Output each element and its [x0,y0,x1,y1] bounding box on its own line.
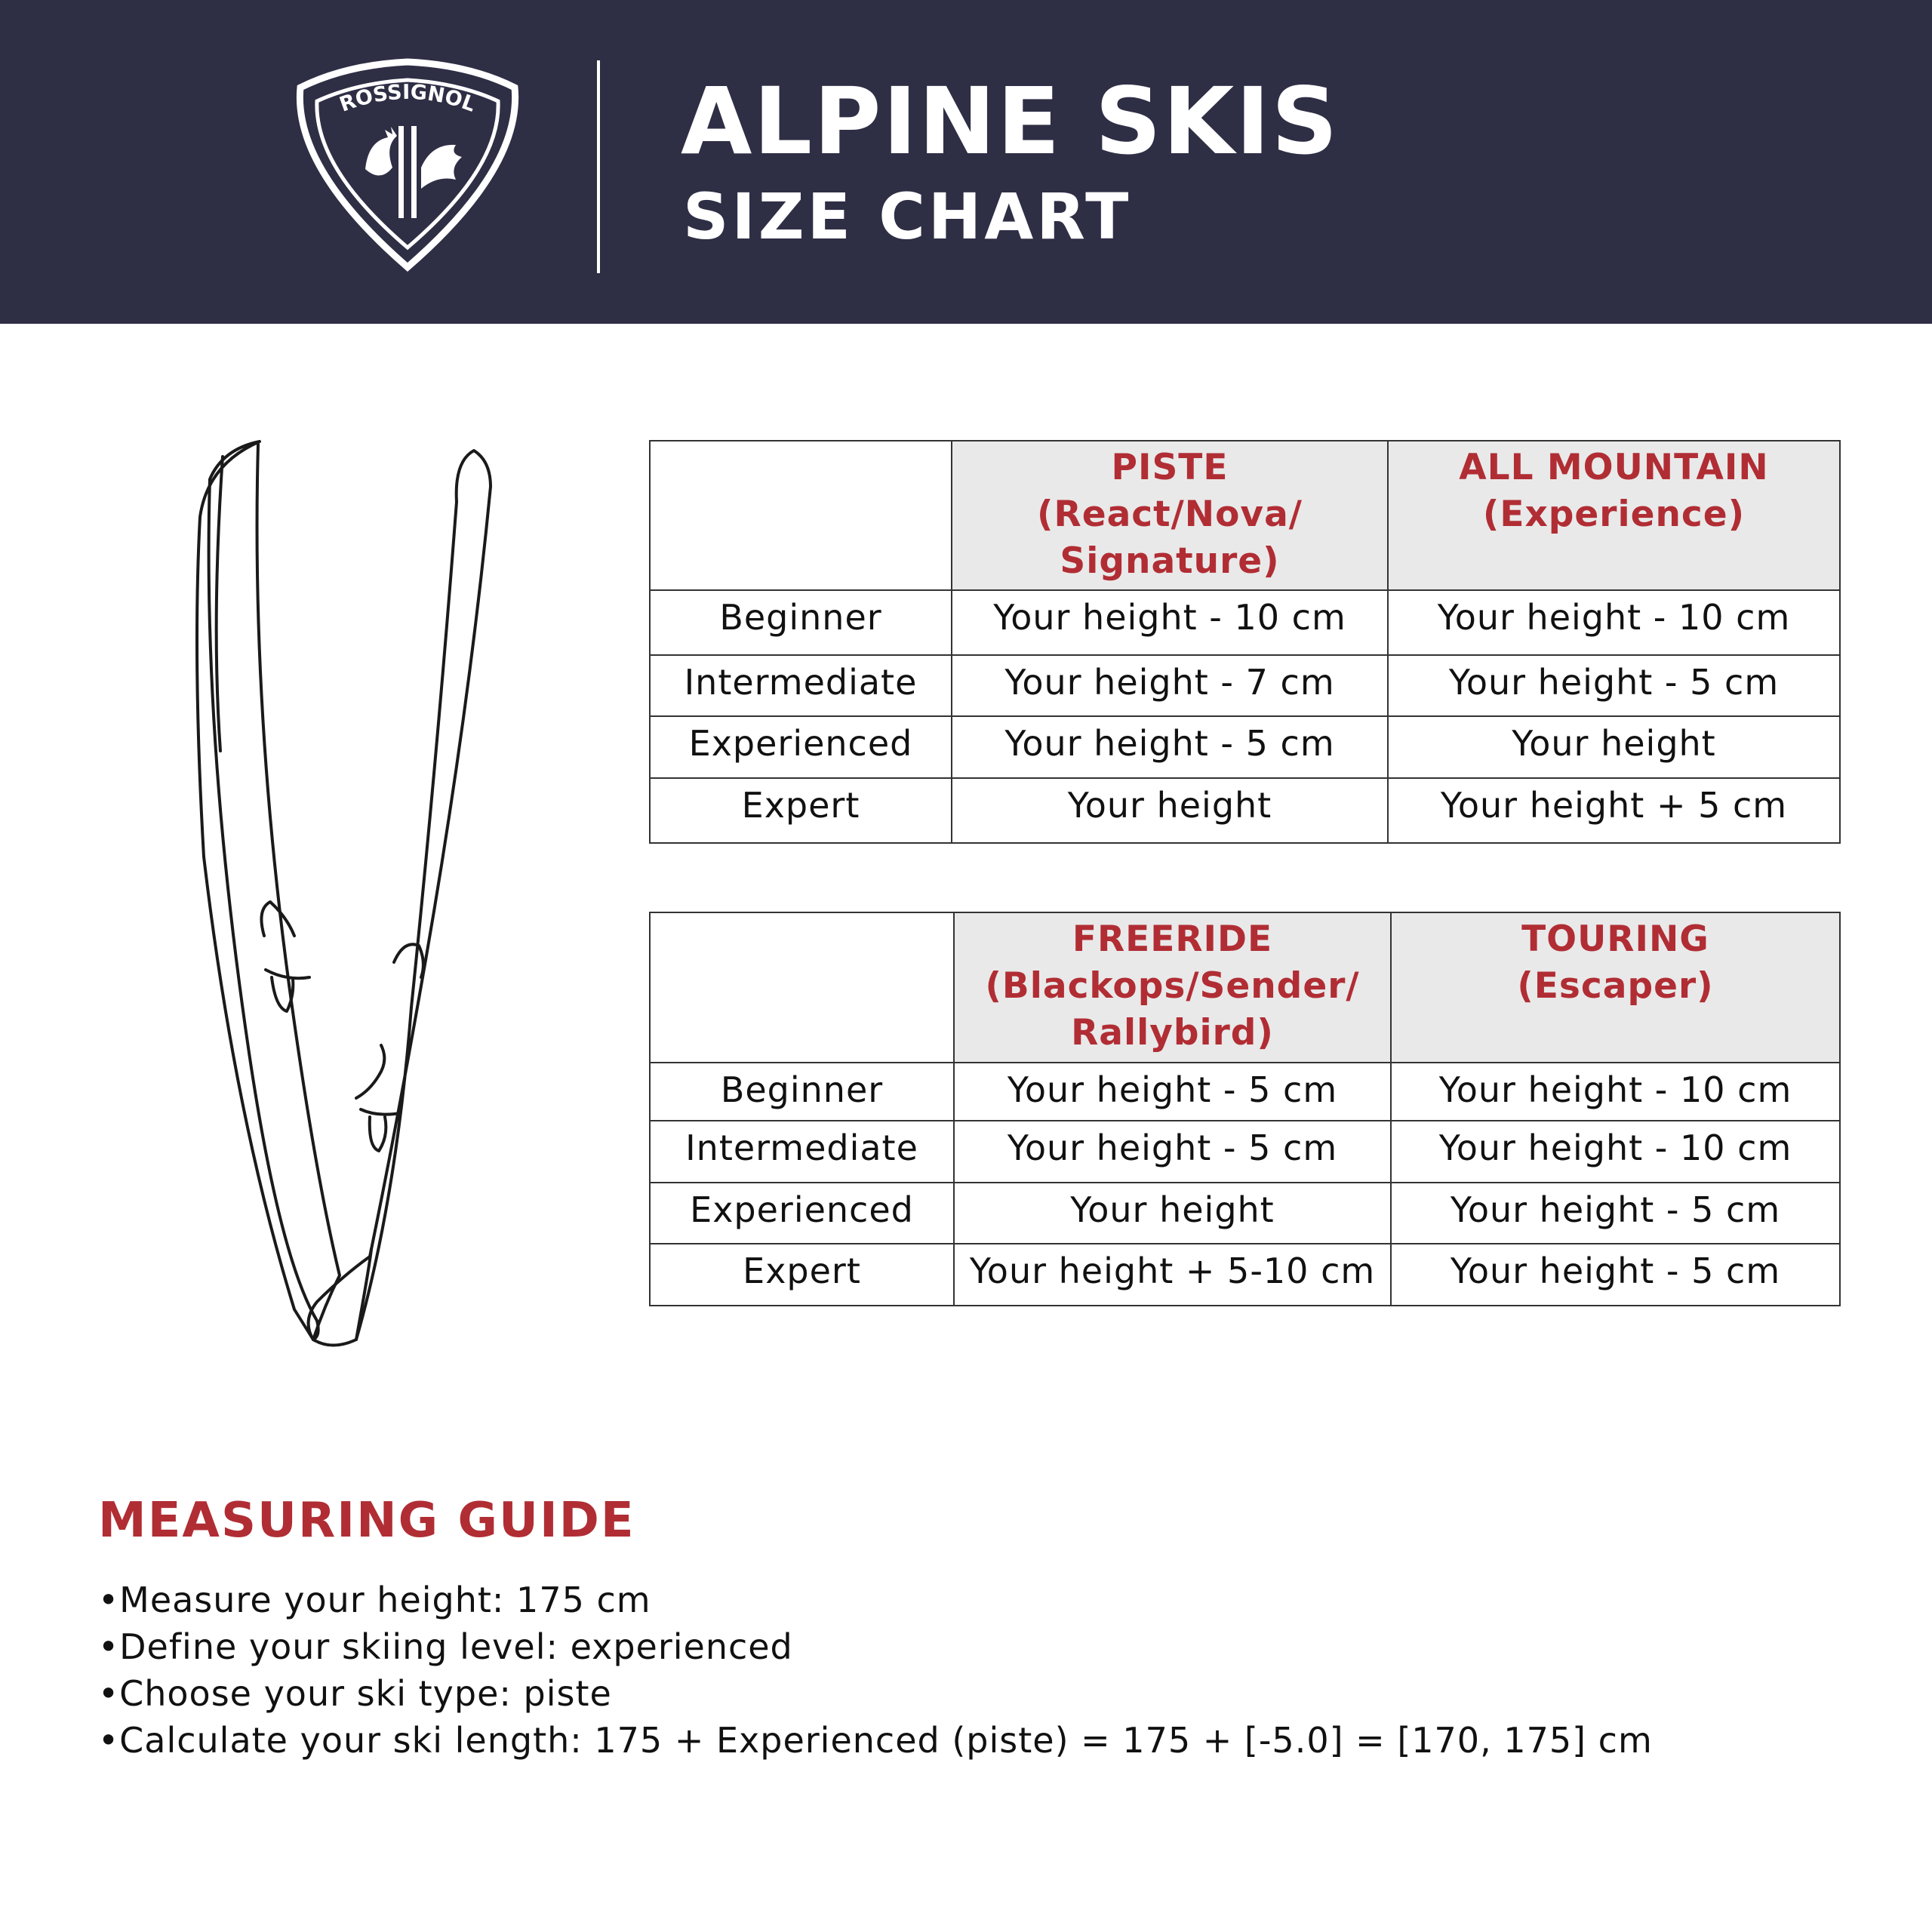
column-header-all-mountain: ALL MOUNTAIN (Experience) [1388,441,1840,590]
guide-step: •Choose your ski type: piste [98,1673,612,1714]
guide-title: MEASURING GUIDE [98,1493,635,1549]
level-cell: Expert [650,778,952,843]
level-cell: Expert [650,1244,954,1306]
value-cell: Your height - 7 cm [952,655,1388,716]
value-cell: Your height - 10 cm [1391,1121,1840,1183]
table-row [650,716,1840,778]
level-cell: Experienced [650,1183,954,1244]
header-divider [597,60,600,273]
value-cell: Your height - 10 cm [952,590,1388,655]
value-cell: Your height - 5 cm [952,716,1388,778]
header-banner [0,0,1932,324]
value-cell: Your height - 5 cm [1391,1183,1840,1244]
measuring-guide [98,1493,1653,1764]
column-header-piste: PISTE (React/Nova/ Signature) [952,441,1388,590]
table-header-row [650,441,1840,590]
table-row [650,1244,1840,1306]
size-table-piste-all-mountain [649,440,1841,844]
guide-step: •Calculate your ski length: 175 + Experienced (piste) = 175 + [-5.0] = [170, 175] cm [98,1720,1653,1761]
level-cell: Beginner [650,1063,954,1121]
size-table-freeride-touring [649,912,1841,1306]
level-cell: Intermediate [650,655,952,716]
skis-illustration [181,434,536,1441]
value-cell: Your height + 5-10 cm [954,1244,1391,1306]
table-corner-cell [650,912,954,1063]
table-row [650,1063,1840,1121]
column-header-freeride: FREERIDE (Blackops/Sender/ Rallybird) [954,912,1391,1063]
value-cell: Your height [954,1183,1391,1244]
level-cell: Experienced [650,716,952,778]
page-subtitle: SIZE CHART [683,180,1132,254]
value-cell: Your height [1388,716,1840,778]
brand-text: ROSSIGNOL [336,80,479,117]
table-header-row [650,912,1840,1063]
value-cell: Your height - 10 cm [1388,590,1840,655]
value-cell: Your height [952,778,1388,843]
table-row [650,655,1840,716]
level-cell: Beginner [650,590,952,655]
value-cell: Your height - 10 cm [1391,1063,1840,1121]
value-cell: Your height - 5 cm [954,1063,1391,1121]
level-cell: Intermediate [650,1121,954,1183]
table-row [650,778,1840,843]
value-cell: Your height - 5 cm [1388,655,1840,716]
guide-step: •Measure your height: 175 cm [98,1580,651,1620]
rossignol-logo [296,54,519,273]
table-row [650,1121,1840,1183]
column-header-touring: TOURING (Escaper) [1391,912,1840,1063]
table-corner-cell [650,441,952,590]
value-cell: Your height - 5 cm [1391,1244,1840,1306]
table-row [650,590,1840,655]
page-title: ALPINE SKIS [681,68,1340,175]
guide-step: •Define your skiing level: experienced [98,1626,793,1667]
value-cell: Your height - 5 cm [954,1121,1391,1183]
table-row [650,1183,1840,1244]
value-cell: Your height + 5 cm [1388,778,1840,843]
